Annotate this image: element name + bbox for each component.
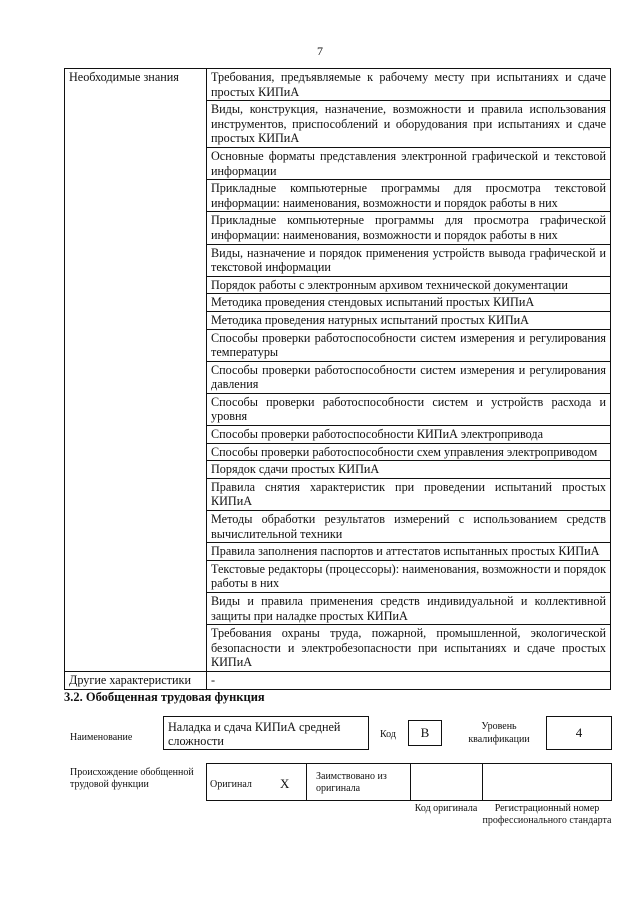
knowledge-item: Порядок работы с электронным архивом технической документации xyxy=(207,276,611,294)
original-label: Оригинал xyxy=(210,779,252,790)
other-characteristics-label: Другие характеристики xyxy=(65,671,207,689)
knowledge-item: Виды, конструкция, назначение, возможности и правила использования инструментов, приспособлений и оборудования при испытаниях и сдаче простых КИПиА xyxy=(207,101,611,148)
code-label: Код xyxy=(380,729,396,740)
knowledge-item: Методика проведения стендовых испытаний простых КИПиА xyxy=(207,294,611,312)
origin-table xyxy=(206,763,612,801)
borrowed-label: Заимствовано из оригинала xyxy=(316,771,387,794)
knowledge-item: Основные форматы представления электронной графической и текстовой информации xyxy=(207,147,611,179)
origin-label: Происхождение обобщенной трудовой функции xyxy=(70,767,194,790)
knowledge-item: Способы проверки работоспособности КИПиА электропривода xyxy=(207,426,611,444)
level-value: 4 xyxy=(546,716,612,750)
function-row xyxy=(64,716,612,756)
knowledge-item: Текстовые редакторы (процессоры): наименования, возможности и порядок работы в них xyxy=(207,560,611,592)
knowledge-item: Требования, предъявляемые к рабочему месту при испытаниях и сдаче простых КИПиА xyxy=(207,69,611,101)
knowledge-item: Правила заполнения паспортов и аттестатов испытанных простых КИПиА xyxy=(207,543,611,561)
origin-divider xyxy=(306,763,307,801)
table-row xyxy=(65,671,611,689)
knowledge-item: Требования охраны труда, пожарной, промышленной, экологической безопасности и электробезопасности при испытаниях и сдаче простых КИПиА xyxy=(207,625,611,672)
original-mark: X xyxy=(280,776,290,791)
reg-number-caption: Регистрационный номер профессионального стандарта xyxy=(482,803,612,826)
knowledge-item: Способы проверки работоспособности систем и устройств расхода и уровня xyxy=(207,393,611,425)
knowledge-item: Способы проверки работоспособности систем измерения и регулирования давления xyxy=(207,361,611,393)
table-row xyxy=(65,69,611,101)
section-title: 3.2. Обобщенная трудовая функция xyxy=(64,690,265,704)
knowledge-item: Правила снятия характеристик при проведении испытаний простых КИПиА xyxy=(207,478,611,510)
knowledge-item: Методика проведения натурных испытаний простых КИПиА xyxy=(207,311,611,329)
knowledge-item: Виды и правила применения средств индивидуальной и коллективной защиты при наладке простых КИПиА xyxy=(207,593,611,625)
code-original-caption: Код оригинала xyxy=(414,803,478,814)
knowledge-item: Порядок сдачи простых КИПиА xyxy=(207,461,611,479)
name-value: Наладка и сдача КИПиА средней сложности xyxy=(168,720,341,748)
knowledge-item: Виды, назначение и порядок применения устройств вывода графической и текстовой информации xyxy=(207,244,611,276)
page-number: 7 xyxy=(317,44,323,58)
code-value: В xyxy=(408,720,442,746)
name-value-box xyxy=(163,716,369,750)
name-label: Наименование xyxy=(70,732,133,743)
other-characteristics-value: - xyxy=(207,671,611,689)
knowledge-item: Прикладные компьютерные программы для просмотра текстовой информации: наименования, возможности и порядок работы в них xyxy=(207,180,611,212)
knowledge-item: Методы обработки результатов измерений с использованием средств вычислительной техники xyxy=(207,511,611,543)
knowledge-item: Способы проверки работоспособности систем измерения и регулирования температуры xyxy=(207,329,611,361)
knowledge-item: Прикладные компьютерные программы для просмотра графической информации: наименования, возможности и порядок работы в них xyxy=(207,212,611,244)
knowledge-item: Способы проверки работоспособности схем управления электроприводом xyxy=(207,443,611,461)
knowledge-table xyxy=(64,68,611,690)
origin-divider xyxy=(482,763,483,801)
needed-knowledge-label: Необходимые знания xyxy=(65,69,207,672)
level-label: Уровень квалификации xyxy=(468,721,530,745)
origin-divider xyxy=(410,763,411,801)
